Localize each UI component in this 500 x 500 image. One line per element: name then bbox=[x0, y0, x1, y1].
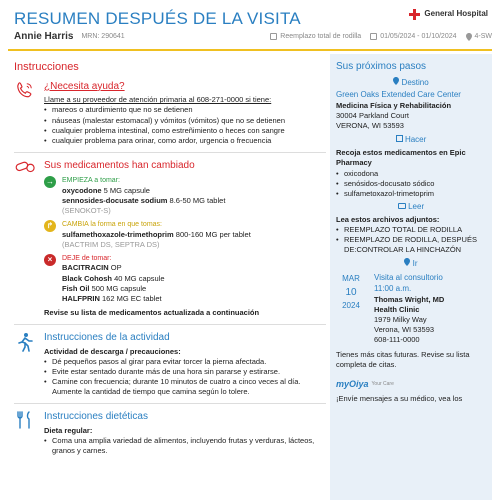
pills-icon bbox=[15, 160, 35, 174]
list-item: • cualquier problema intestinal, como estreñimiento o heces con sangre bbox=[44, 126, 326, 136]
instructions-title: Instrucciones bbox=[14, 61, 79, 73]
appt-day: 10 bbox=[345, 286, 357, 298]
help-list bbox=[44, 105, 326, 146]
list-item: • Camine con frecuencia; durante 10 minutos de cuatro a cinco veces al día. Aumente la cantidad de tiempo que camina según lo tolere. bbox=[44, 377, 326, 397]
med-item: sulfamethoxazole-trimethoprim 800-160 MG per tablet bbox=[62, 229, 251, 239]
appointment-link[interactable]: Visita al consultorio bbox=[374, 272, 443, 282]
location-pin-icon bbox=[466, 33, 472, 41]
meds-stop-group bbox=[44, 254, 326, 304]
appointment-clinic: Health Clinic bbox=[374, 304, 420, 314]
future-appts-note: Tienes más citas futuras. Revise su lista completa de citas. bbox=[336, 350, 470, 370]
list-item[interactable]: • REEMPLAZO DE RODILLA, DESPUÉS DE:CONTROLAR LA HINCHAZÓN bbox=[336, 235, 486, 255]
location-pin-icon bbox=[393, 77, 399, 85]
logo-name: myOiya bbox=[336, 379, 369, 390]
procedure-meta bbox=[270, 32, 361, 41]
med-item: sennosides-docusate sodium 8.6-50 MG tablet bbox=[62, 196, 226, 206]
med-note: (BACTRIM DS, SEPTRA DS) bbox=[62, 239, 160, 249]
hacer-heading bbox=[336, 135, 486, 146]
meds-title: Sus medicamentos han cambiado bbox=[44, 159, 195, 171]
facility-dept: Medicina Física y Rehabilitación bbox=[336, 101, 452, 111]
destino-label: Destino bbox=[401, 77, 429, 87]
hospital-brand bbox=[409, 9, 488, 20]
list-item: • Evite estar sentado durante más de una hora sin pararse y estirarse. bbox=[44, 367, 326, 377]
pharmacy-list bbox=[336, 169, 486, 199]
meds-start-group bbox=[44, 176, 326, 216]
utensils-icon bbox=[16, 411, 34, 429]
med-item: oxycodone 5 MG capsule bbox=[62, 185, 150, 195]
change-label: CAMBIA la forma en que tomas: bbox=[62, 221, 162, 229]
ir-heading bbox=[336, 258, 486, 270]
list-item: • Dé pequeños pasos al girar para evitar torcer la pierna afectada. bbox=[44, 357, 326, 367]
list-item: • cualquier problema para orinar, como ardor, urgencia o frecuencia bbox=[44, 136, 326, 146]
help-call-text[interactable]: Llame a su proveedor de atención primaria al 608-271-0000 si tiene: bbox=[44, 95, 272, 105]
facility-address-1: 30004 Parkland Court bbox=[336, 111, 409, 121]
med-item: Fish Oil 500 MG capsule bbox=[62, 283, 147, 293]
read-title: Lea estos archivos adjuntos: bbox=[336, 214, 440, 224]
hacer-label: Hacer bbox=[404, 135, 427, 145]
location-text: 4-SW bbox=[474, 32, 492, 40]
list-item: • náuseas (malestar estomacal) y vómitos (vómitos) que no se detienen bbox=[44, 116, 326, 126]
pharmacy-title: Recoja estos medicamentos en Epic Pharmacy bbox=[336, 148, 466, 168]
start-label: EMPIEZA a tomar: bbox=[62, 177, 120, 185]
list-item: • Coma una amplia variedad de alimentos, incluyendo frutas y verduras, lácteos, granos y carnes. bbox=[44, 436, 326, 456]
list-item: • oxicodona bbox=[336, 169, 486, 179]
help-section bbox=[14, 80, 326, 146]
dates-text: 01/05/2024 - 01/10/2024 bbox=[380, 32, 457, 40]
patient-mrn: MRN: 290641 bbox=[81, 32, 125, 40]
location-pin-icon bbox=[404, 258, 410, 266]
leer-label: Leer bbox=[408, 201, 425, 211]
header-divider bbox=[8, 49, 492, 51]
activity-list bbox=[44, 357, 326, 398]
appt-year: 2024 bbox=[342, 300, 360, 310]
destino-heading bbox=[336, 77, 486, 89]
patient-name: Annie Harris bbox=[14, 30, 74, 42]
appointment-date bbox=[336, 273, 366, 345]
appointment-doctor: Thomas Wright, MD bbox=[374, 294, 445, 304]
appointment-phone: 608-111-0000 bbox=[374, 335, 420, 345]
red-cross-icon bbox=[409, 9, 420, 20]
main-content bbox=[14, 54, 326, 500]
turn-arrow-icon: ↱ bbox=[44, 220, 56, 232]
mychart-logo bbox=[336, 378, 486, 390]
activity-subtitle: Actividad de descarga / precauciones: bbox=[44, 346, 181, 356]
appointment-card bbox=[336, 273, 486, 345]
activity-title: Instrucciones de la actividad bbox=[44, 332, 170, 344]
logo-sub: Your Care bbox=[371, 381, 394, 388]
diet-section bbox=[14, 410, 326, 456]
mychart-note: ¡Envíe mensajes a su médico, vea los bbox=[336, 393, 463, 403]
arrow-right-icon: → bbox=[44, 176, 56, 188]
appointment-address-2: Verona, WI 53593 bbox=[374, 324, 435, 334]
diet-list bbox=[44, 436, 326, 456]
med-item: BACITRACIN OP bbox=[62, 263, 122, 273]
page-title: RESUMEN DESPUÉS DE LA VISITA bbox=[14, 9, 301, 28]
facility-address-2: VERONA, WI 53593 bbox=[336, 121, 404, 131]
phone-icon bbox=[16, 81, 34, 99]
book-icon bbox=[398, 203, 406, 209]
meds-change-group bbox=[44, 220, 326, 250]
dates-meta bbox=[370, 32, 456, 41]
clipboard-icon bbox=[270, 33, 277, 40]
next-steps-panel bbox=[330, 54, 492, 500]
appointment-time: 11:00 a.m. bbox=[374, 283, 412, 293]
activity-section bbox=[14, 331, 326, 397]
facility-link[interactable]: Green Oaks Extended Care Center bbox=[336, 90, 461, 100]
help-title[interactable]: ¿Necesita ayuda? bbox=[44, 80, 125, 92]
diet-subtitle: Dieta regular: bbox=[44, 425, 93, 435]
stop-label: DEJE de tomar: bbox=[62, 254, 112, 262]
list-item[interactable]: • REEMPLAZO TOTAL DE RODILLA bbox=[336, 225, 486, 235]
med-note: (SENOKOT-S) bbox=[62, 206, 111, 216]
list-item: • sulfametoxazol-trimetoprim bbox=[336, 189, 486, 199]
appointment-address-1: 1979 Milky Way bbox=[374, 314, 427, 324]
location-meta bbox=[466, 32, 493, 41]
next-steps-title: Sus próximos pasos bbox=[336, 61, 427, 72]
walking-person-icon bbox=[16, 332, 34, 352]
patient-info-bar bbox=[14, 30, 492, 43]
diet-title: Instrucciones dietéticas bbox=[44, 411, 148, 423]
ir-label: Ir bbox=[412, 259, 418, 269]
x-icon: × bbox=[44, 254, 56, 266]
procedure-text: Reemplazo total de rodilla bbox=[280, 32, 362, 40]
meds-section bbox=[14, 159, 326, 318]
checkbox-icon bbox=[396, 135, 403, 142]
meds-review-note: Revise su lista de medicamentos actualizada a continuación bbox=[44, 307, 260, 317]
hospital-name: General Hospital bbox=[424, 9, 488, 19]
leer-heading bbox=[336, 202, 486, 213]
list-item: • mareos o aturdimiento que no se detienen bbox=[44, 105, 326, 115]
med-item: Black Cohosh 40 MG capsule bbox=[62, 273, 165, 283]
read-list bbox=[336, 225, 486, 255]
calendar-icon bbox=[370, 33, 377, 40]
appt-month: MAR bbox=[342, 273, 360, 283]
list-item: • senósidos-docusato sódico bbox=[336, 179, 486, 189]
med-item: HALFPRIN 162 MG EC tablet bbox=[62, 293, 162, 303]
